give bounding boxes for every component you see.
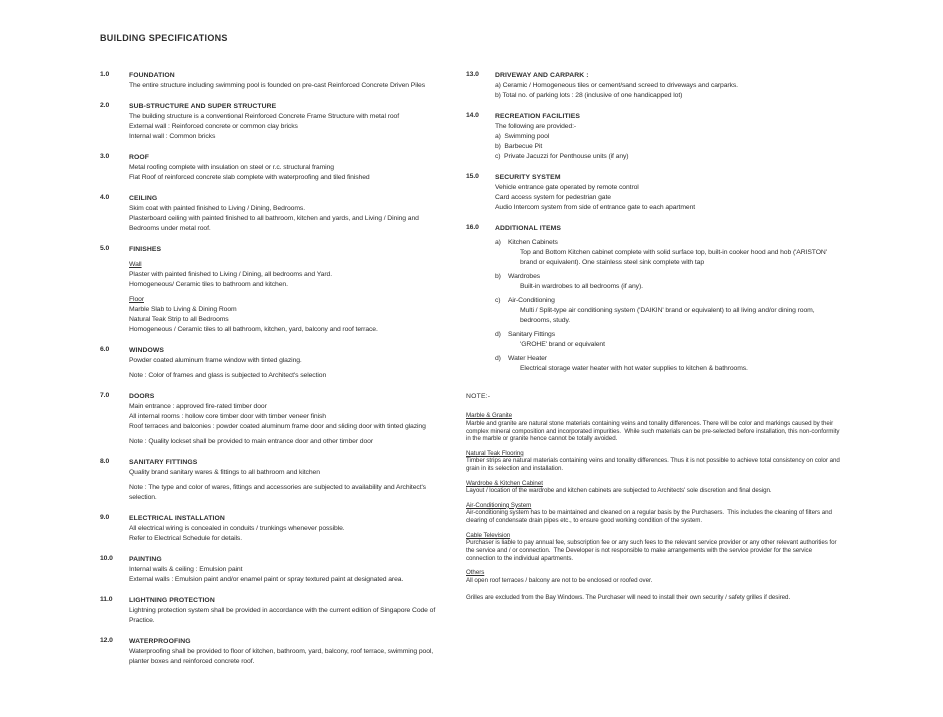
- text-line: Flat Roof of reinforced concrete slab complete with waterproofing and tiled finished: [129, 174, 370, 181]
- spec-section-10.0: [100, 554, 466, 585]
- section-heading: WINDOWS: [129, 347, 165, 354]
- section-heading: ELECTRICAL INSTALLATION: [129, 515, 225, 522]
- section-heading: RECREATION FACILITIES: [495, 113, 581, 120]
- section-content: [129, 391, 443, 447]
- spec-section-14.0: [466, 111, 843, 162]
- section-content: [129, 636, 443, 667]
- text-line: Note : The type and color of wares, fittings and accessories are subjected to availability and Architect's selection.: [129, 484, 428, 501]
- section-number: 6.0: [100, 346, 110, 353]
- additional-item: [495, 330, 843, 350]
- additional-item: [495, 238, 843, 268]
- section-heading: CEILING: [129, 195, 158, 202]
- text-line: External walls : Emulsion paint and/or enamel paint or spray textured paint at designated area.: [129, 576, 404, 583]
- spec-section-9.0: [100, 513, 466, 544]
- two-column-layout: [100, 70, 843, 677]
- section-content: [129, 513, 443, 544]
- section-heading: WATERPROOFING: [129, 638, 191, 645]
- section-content: [129, 152, 443, 183]
- section-heading: SECURITY SYSTEM: [495, 174, 561, 181]
- section-number: 5.0: [100, 245, 110, 252]
- spec-section-12.0: [100, 636, 466, 667]
- text-line: The building structure is a conventional Reinforced Concrete Frame Structure with metal roof: [129, 113, 399, 120]
- section-content: [129, 345, 443, 381]
- text-line: Powder coated aluminum frame window with tinted glazing.: [129, 357, 302, 364]
- text-line: External wall : Reinforced concrete or common clay bricks: [129, 123, 298, 130]
- note-heading: Marble & Granite: [466, 412, 512, 419]
- text-line: Note : Quality lockset shall be provided to main entrance door and other timber door: [129, 438, 373, 445]
- section-block: [129, 483, 443, 503]
- section-content: [495, 111, 843, 162]
- section-block: [495, 122, 843, 162]
- note-body: Timber strips are natural materials containing veins and tonality differences. Thus it is not possible to achieve total consistency on color and grain in its selection and installation.: [466, 457, 842, 473]
- section-heading: FINISHES: [129, 246, 162, 253]
- section-heading: LIGHTNING PROTECTION: [129, 597, 215, 604]
- note-item: [466, 569, 843, 585]
- section-block: [129, 565, 443, 585]
- item-content: [508, 296, 843, 326]
- text-line: Card access system for pedestrian gate: [495, 194, 611, 201]
- note-body: Air-conditioning system has to be maintained and cleaned on a regular basis by the Purchasers. This includes the cleaning of filters and clearing of condensate drain pipes etc., to ensure good working condition of the system.: [466, 509, 834, 525]
- note-item: [466, 450, 843, 473]
- item-text: Electrical storage water heater with hot water supplies to kitchen & bathrooms.: [520, 365, 748, 372]
- text-line: b) Barbecue Pit: [495, 143, 543, 150]
- item-title: Wardrobes: [508, 273, 541, 280]
- section-content: [495, 223, 843, 374]
- section-block: [495, 183, 843, 213]
- text-line: Main entrance : approved fire-rated timber door: [129, 403, 267, 410]
- section-block: [129, 437, 443, 447]
- text-line: Lightning protection system shall be provided in accordance with the current edition of Singapore Code of Practice.: [129, 607, 437, 624]
- text-line: Vehicle entrance gate operated by remote control: [495, 184, 639, 191]
- text-line: Internal wall : Common bricks: [129, 133, 216, 140]
- additional-item: [495, 354, 843, 374]
- note-body: Purchaser is liable to pay annual fee, subscription fee or any such fees to the relevant service provider or any other relevant authorities for the service and / or connection. The Developer is not responsible to make arrangements with the service provider for the service connection to the individual apartments.: [466, 539, 839, 562]
- item-content: [508, 238, 843, 268]
- block-subheading: Floor: [129, 296, 144, 303]
- section-number: 14.0: [466, 112, 479, 119]
- item-label: b): [495, 273, 501, 280]
- section-block: [129, 371, 443, 381]
- section-number: 11.0: [100, 596, 113, 603]
- text-line: Plaster with painted finished to Living / Dining, all bedrooms and Yard.: [129, 271, 332, 278]
- section-heading: SUB-STRUCTURE AND SUPER STRUCTURE: [129, 103, 277, 110]
- text-line: b) Total no. of parking lots : 28 (inclusive of one handicapped lot): [495, 92, 683, 99]
- section-content: [129, 101, 443, 142]
- section-heading: SANITARY FITTINGS: [129, 459, 198, 466]
- spec-section-15.0: [466, 172, 843, 213]
- text-line: Waterproofing shall be provided to floor of kitchen, bathroom, yard, balcony, roof terrace, swimming pool, planter boxes and reinforced concrete roof.: [129, 648, 435, 665]
- text-line: Roof terraces and balconies : powder coated aluminum frame door and sliding door with tinted glazing: [129, 423, 426, 430]
- text-line: Plasterboard ceiling with painted finished to all bathroom, kitchen and yards, and Living / Dining and Bedrooms under metal roof.: [129, 215, 421, 232]
- spec-section-1.0: [100, 70, 466, 91]
- section-block: [129, 468, 443, 478]
- note-item: [466, 502, 843, 525]
- item-text: 'GROHE' brand or equivalent: [520, 341, 605, 348]
- spec-section-3.0: [100, 152, 466, 183]
- section-heading: PAINTING: [129, 556, 162, 563]
- item-label: a): [495, 239, 501, 246]
- section-number: 10.0: [100, 555, 113, 562]
- section-block: [495, 81, 843, 101]
- spec-section-7.0: [100, 391, 466, 447]
- spec-section-5.0: [100, 244, 466, 335]
- note-item: [466, 532, 843, 563]
- notes-area: [466, 393, 843, 602]
- block-subheading: Wall: [129, 261, 142, 268]
- section-block: [129, 402, 443, 432]
- section-number: 16.0: [466, 224, 479, 231]
- page-title: BUILDING SPECIFICATIONS: [100, 33, 228, 43]
- section-number: 12.0: [100, 637, 113, 644]
- item-text: Top and Bottom Kitchen cabinet complete with solid surface top, built-in cooker hood and hob ('ARISTON' brand or equivalent). One stainless steel sink complete with tap: [520, 249, 829, 266]
- section-content: [129, 244, 443, 335]
- section-number: 13.0: [466, 71, 479, 78]
- note-heading: Air-Conditioning System: [466, 501, 532, 509]
- note-heading: Wardrobe & Kitchen Cabinet: [466, 479, 543, 487]
- note-item: [466, 480, 843, 496]
- text-line: The entire structure including swimming pool is founded on pre-cast Reinforced Concrete Driven Piles: [129, 82, 426, 89]
- text-line: a) Swimming pool: [495, 133, 550, 140]
- note-body: Marble and granite are natural stone materials containing veins and tonality differences. There will be color and markings caused by their complex mineral composition and incorporated impurities. While such materials can be pre-selected before installation, this non-conformity in the marble or granite hence cannot be totally avoided.: [466, 419, 842, 443]
- left-column: [100, 70, 466, 677]
- section-number: 1.0: [100, 71, 110, 78]
- section-content: [495, 70, 843, 101]
- section-content: [129, 554, 443, 585]
- section-heading: ADDITIONAL ITEMS: [495, 225, 562, 232]
- note-body: Layout / location of the wardrobe and kitchen cabinets are subjected to Architects' sole discretion and final design.: [466, 487, 772, 495]
- additional-item: [495, 296, 843, 326]
- section-content: [129, 193, 443, 234]
- item-label: c): [495, 297, 501, 304]
- section-heading: FOUNDATION: [129, 72, 175, 79]
- item-content: [508, 354, 843, 374]
- text-line: All electrical wiring is concealed in conduits / trunkings whenever possible.: [129, 525, 345, 532]
- text-line: c) Private Jacuzzi for Penthouse units (if any): [495, 153, 629, 160]
- text-line: Homogeneous / Ceramic tiles to all bathroom, kitchen, yard, balcony and roof terrace.: [129, 326, 378, 333]
- text-line: Refer to Electrical Schedule for details.: [129, 535, 243, 542]
- item-title: Kitchen Cabinets: [508, 239, 558, 246]
- item-label: d): [495, 355, 501, 362]
- notes-closing: Grilles are excluded from the Bay Windows. The Purchaser will need to install their own security / safety grilles if desired.: [466, 593, 791, 601]
- section-block: [129, 295, 443, 335]
- text-line: Metal roofing complete with insulation on steel or r.c. structural framing: [129, 164, 334, 171]
- item-content: [508, 330, 843, 350]
- note-body: All open roof terraces / balcony are not to be enclosed or roofed over.: [466, 577, 653, 585]
- section-number: 9.0: [100, 514, 110, 521]
- section-block: [129, 204, 443, 234]
- spec-section-11.0: [100, 595, 466, 626]
- right-column: [466, 70, 843, 602]
- spec-section-16.0: [466, 223, 843, 374]
- section-block: [129, 356, 443, 366]
- section-block: [129, 606, 443, 626]
- section-content: [129, 595, 443, 626]
- section-content: [129, 70, 443, 91]
- section-block: [129, 524, 443, 544]
- section-block: [129, 163, 443, 183]
- text-line: Internal walls & ceiling : Emulsion paint: [129, 566, 243, 573]
- text-line: Audio Intercom system from side of entrance gate to each apartment: [495, 204, 696, 211]
- item-title: Air-Conditioning: [508, 297, 555, 304]
- text-line: Marble Slab to Living & Dining Room: [129, 306, 237, 313]
- spec-section-4.0: [100, 193, 466, 234]
- text-line: Skim coat with painted finished to Living / Dining, Bedrooms.: [129, 205, 305, 212]
- item-label: d): [495, 331, 501, 338]
- note-heading: Natural Teak Flooring: [466, 449, 524, 457]
- notes-label: NOTE:-: [466, 393, 491, 400]
- text-line: a) Ceramic / Homogeneous tiles or cement/sand screed to driveways and carparks.: [495, 82, 738, 89]
- section-number: 7.0: [100, 392, 110, 399]
- text-line: Homogeneous/ Ceramic tiles to bathroom and kitchen.: [129, 281, 288, 288]
- section-block: [129, 112, 443, 142]
- section-number: 2.0: [100, 102, 110, 109]
- note-heading: Others: [466, 569, 485, 577]
- spec-section-6.0: [100, 345, 466, 381]
- section-number: 8.0: [100, 458, 110, 465]
- spec-section-13.0: [466, 70, 843, 101]
- section-heading: DRIVEWAY AND CARPARK :: [495, 72, 589, 79]
- spec-section-2.0: [100, 101, 466, 142]
- section-block: [129, 647, 443, 667]
- text-line: Note : Color of frames and glass is subjected to Architect's selection: [129, 372, 327, 379]
- text-line: All internal rooms : hollow core timber door with timber veneer finish: [129, 413, 326, 420]
- note-item: [466, 412, 843, 443]
- text-line: The following are provided:-: [495, 123, 577, 130]
- text-line: Quality brand sanitary wares & fittings to all bathroom and kitchen: [129, 469, 320, 476]
- note-heading: Cable Television: [466, 531, 511, 539]
- section-heading: DOORS: [129, 393, 155, 400]
- section-number: 3.0: [100, 153, 110, 160]
- section-heading: ROOF: [129, 154, 150, 161]
- section-content: [495, 172, 843, 213]
- text-line: Natural Teak Strip to all Bedrooms: [129, 316, 229, 323]
- section-number: 15.0: [466, 173, 479, 180]
- section-block: [129, 81, 443, 91]
- item-title: Sanitary Fittings: [508, 331, 556, 338]
- item-text: Multi / Split-type air conditioning system ('DAIKIN' brand or equivalent) to all living and/or dining room, bedrooms, study.: [520, 307, 817, 324]
- section-block: [129, 260, 443, 290]
- section-content: [129, 457, 443, 503]
- spec-section-8.0: [100, 457, 466, 503]
- section-number: 4.0: [100, 194, 110, 201]
- item-title: Water Heater: [508, 355, 547, 362]
- item-text: Built-in wardrobes to all bedrooms (if any).: [520, 283, 643, 290]
- additional-item: [495, 272, 843, 292]
- item-content: [508, 272, 843, 292]
